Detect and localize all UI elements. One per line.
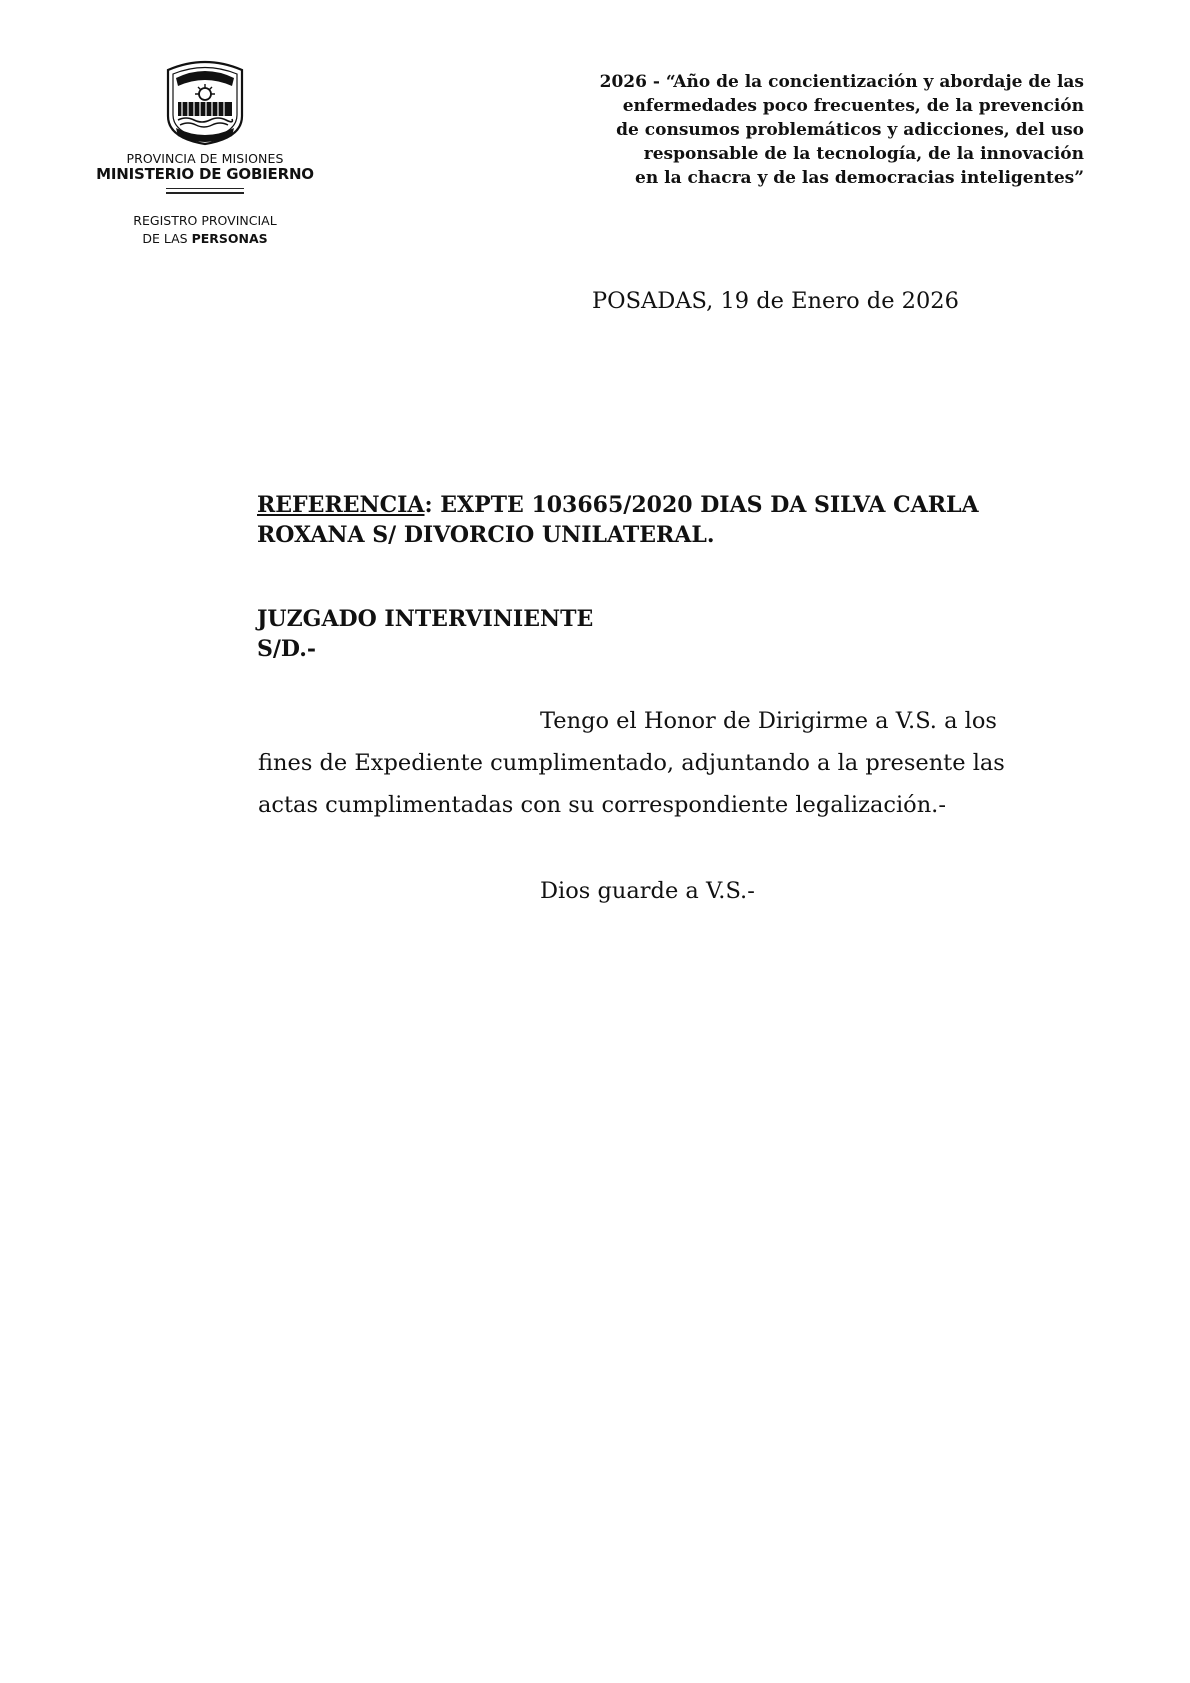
reference-text: : EXPTE 103665/2020 DIAS DA SILVA CARLA xyxy=(424,492,979,518)
registry-line-1: REGISTRO PROVINCIAL xyxy=(133,212,277,228)
letterhead-province: PROVINCIA DE MISIONES xyxy=(126,151,284,166)
reference-block xyxy=(257,490,1057,550)
reference-label: REFERENCIA xyxy=(257,492,425,518)
closing-salutation: Dios guarde a V.S.- xyxy=(540,878,755,904)
provincial-seal-logo xyxy=(162,56,248,146)
reference-line-2: ROXANA S/ DIVORCIO UNILATERAL. xyxy=(257,522,715,548)
document-date: POSADAS, 19 de Enero de 2026 xyxy=(592,288,959,314)
reference-line-1 xyxy=(257,490,1057,520)
slogan-line: de consumos problemáticos y adicciones, del uso xyxy=(616,120,1084,140)
slogan-line: 2026 - “Año de la concientización y abordaje de las xyxy=(599,72,1084,92)
body-line-3: actas cumplimentadas con su correspondiente legalización.- xyxy=(258,792,946,818)
recipient-line-1: JUZGADO INTERVINIENTE xyxy=(257,606,594,632)
letterhead-divider xyxy=(166,188,244,194)
body-line-2: fines de Expediente cumplimentado, adjuntando a la presente las xyxy=(258,750,1005,776)
slogan-line: en la chacra y de las democracias inteligentes” xyxy=(635,168,1084,188)
body-line-1: Tengo el Honor de Dirigirme a V.S. a los xyxy=(540,708,997,734)
slogan-line: enfermedades poco frecuentes, de la prevención xyxy=(622,96,1084,116)
recipient-block xyxy=(257,604,593,664)
registry-line-2: DE LAS PERSONAS xyxy=(142,230,268,246)
letter-body xyxy=(258,700,1048,826)
letterhead-ministry: MINISTERIO DE GOBIERNO xyxy=(96,165,314,183)
letterhead xyxy=(80,50,330,248)
letterhead-registry xyxy=(80,212,330,248)
year-slogan xyxy=(464,70,1084,190)
recipient-line-2: S/D.- xyxy=(257,636,317,662)
slogan-line: responsable de la tecnología, de la innovación xyxy=(643,144,1084,164)
